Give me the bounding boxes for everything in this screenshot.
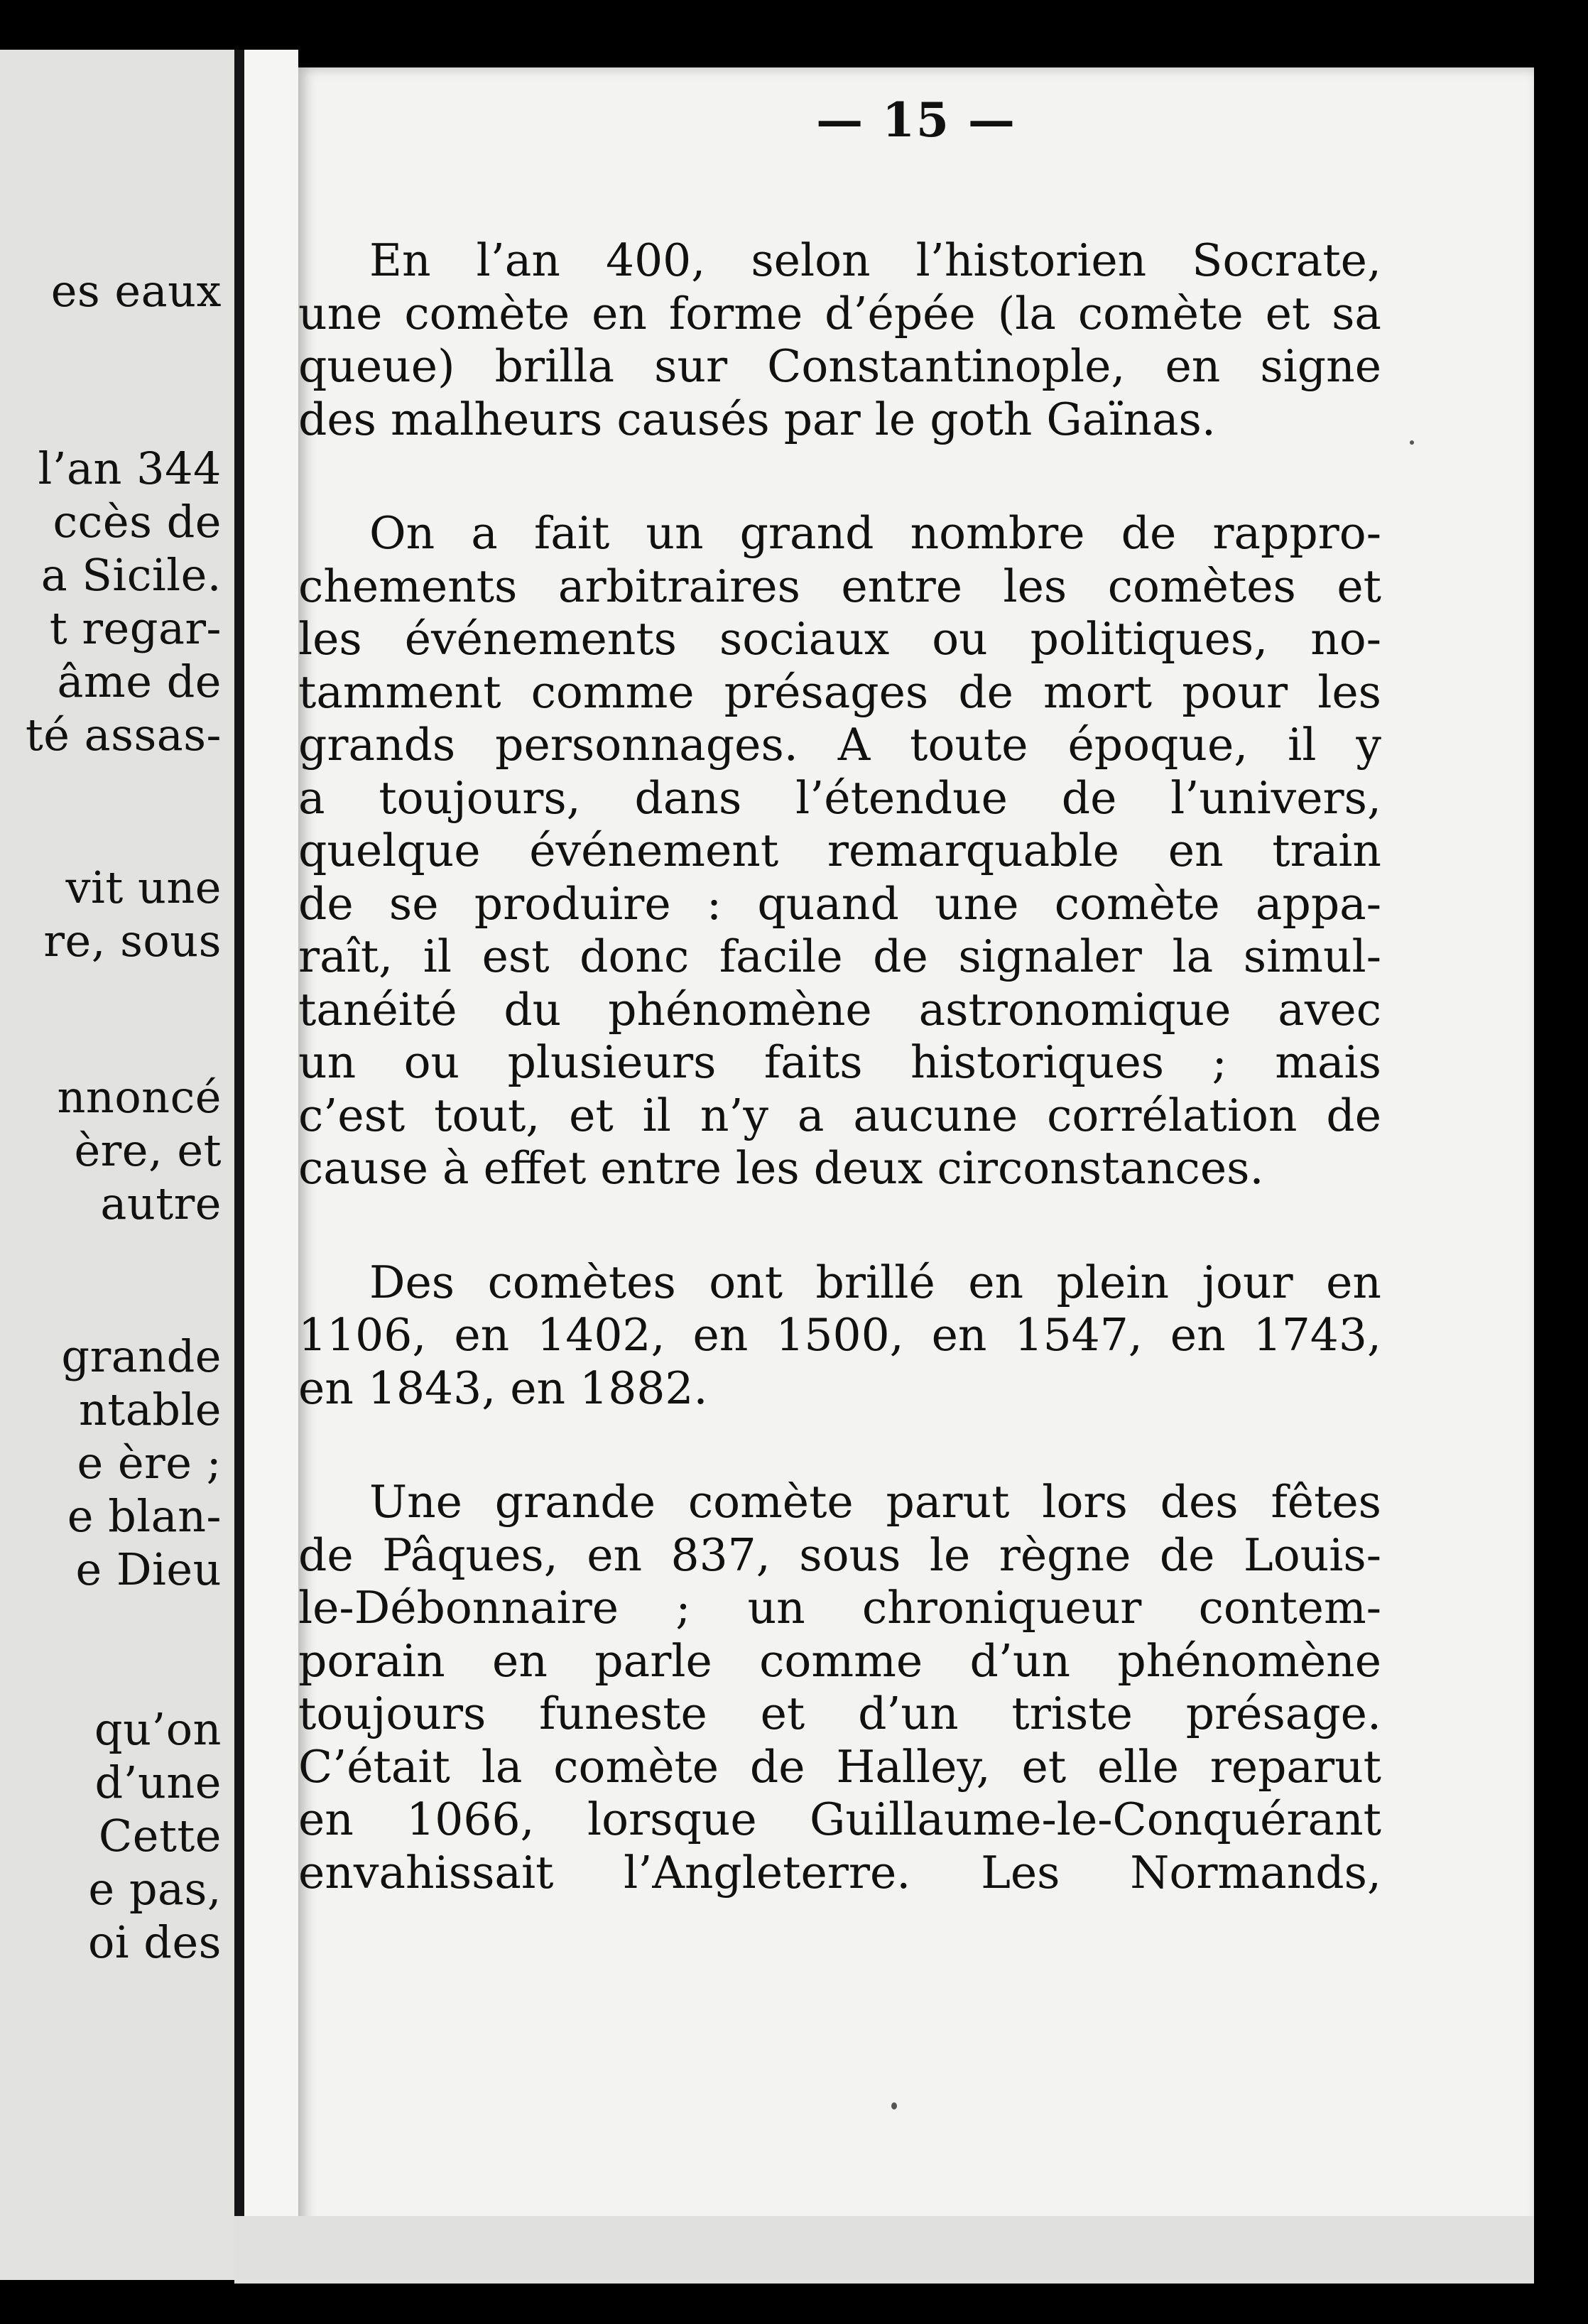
text-line: tamment comme présages de mort pour les xyxy=(298,666,1381,718)
left-fragment-line: ère, et xyxy=(74,1124,222,1176)
body-text xyxy=(298,234,1381,1899)
left-fragment-line: nnoncé xyxy=(57,1071,222,1123)
text-line: grands personnages. A toute époque, il y xyxy=(298,719,1381,771)
paragraph xyxy=(298,507,1381,1195)
left-fragment-line: autre xyxy=(100,1178,222,1229)
page-number: — 15 — xyxy=(816,92,1016,148)
left-fragment-line: vit une xyxy=(65,862,222,913)
page-bottom-edge xyxy=(234,2216,1534,2284)
left-fragment-line: a Sicile. xyxy=(40,549,222,601)
left-fragment-line: es eaux xyxy=(50,265,222,317)
text-line: En l’an 400, selon l’historien Socrate, xyxy=(369,234,1381,286)
left-fragment-line: té assas- xyxy=(25,709,222,761)
left-fragment-line: re, sous xyxy=(43,915,222,967)
text-line: envahissait l’Angleterre. Les Normands, xyxy=(298,1846,1381,1899)
paragraph xyxy=(298,234,1381,446)
text-line: 1106, en 1402, en 1500, en 1547, en 1743, xyxy=(298,1309,1381,1361)
left-fragment-line: e blan- xyxy=(67,1490,222,1542)
text-line: c’est tout, et il n’y a aucune corrélation de xyxy=(298,1089,1381,1141)
left-fragment-line: e pas, xyxy=(88,1863,222,1915)
text-line: une comète en forme d’épée (la comète et sa xyxy=(298,287,1381,340)
text-line: les événements sociaux ou politiques, no- xyxy=(298,613,1381,665)
left-fragment-line: e ère ; xyxy=(77,1437,222,1489)
text-line: porain en parle comme d’un phénomène xyxy=(298,1634,1381,1687)
left-fragment-line: e Dieu xyxy=(75,1543,222,1595)
text-line: tanéité du phénomène astronomique avec xyxy=(298,983,1381,1036)
dust-speck xyxy=(1410,440,1414,445)
text-line: C’était la comète de Halley, et elle reparut xyxy=(298,1740,1381,1793)
left-fragment-line: l’an 344 xyxy=(38,442,222,494)
text-line: Une grande comète parut lors des fêtes xyxy=(369,1476,1381,1528)
text-line: en 1066, lorsque Guillaume-le-Conquérant xyxy=(298,1793,1381,1845)
previous-page-fragment xyxy=(0,50,234,2280)
left-fragment-line: ntable xyxy=(78,1384,222,1435)
left-fragment-line: grande xyxy=(61,1330,222,1382)
paragraph xyxy=(298,1256,1381,1416)
text-line: Des comètes ont brillé en plein jour en xyxy=(369,1256,1381,1308)
text-line: a toujours, dans l’étendue de l’univers, xyxy=(298,771,1381,824)
text-line: en 1843, en 1882. xyxy=(298,1362,708,1414)
dust-speck xyxy=(891,2102,897,2109)
left-fragment-line: oi des xyxy=(87,1916,222,1968)
text-line: queue) brilla sur Constantinople, en signe xyxy=(298,340,1381,392)
text-line: de se produire : quand une comète appa- xyxy=(298,877,1381,930)
text-line: On a fait un grand nombre de rappro- xyxy=(369,507,1381,559)
left-fragment-line: ccès de xyxy=(53,496,222,548)
text-line: de Pâques, en 837, sous le règne de Louis- xyxy=(298,1528,1381,1581)
paragraph xyxy=(298,1476,1381,1899)
left-fragment-line: Cette xyxy=(98,1810,222,1862)
text-line: toujours funeste et d’un triste présage. xyxy=(298,1688,1381,1739)
text-line: cause à effet entre les deux circonstances. xyxy=(298,1142,1264,1194)
text-line: quelque événement remarquable en train xyxy=(298,825,1381,876)
text-line: raît, il est donc facile de signaler la simul- xyxy=(298,930,1381,982)
left-fragment-line: âme de xyxy=(57,656,222,707)
text-line: le-Débonnaire ; un chroniqueur contem- xyxy=(298,1582,1381,1634)
text-line: un ou plusieurs faits historiques ; mais xyxy=(298,1036,1381,1088)
left-fragment-line: qu’on xyxy=(94,1703,222,1755)
text-line: des malheurs causés par le goth Gaïnas. xyxy=(298,393,1216,445)
text-line: chements arbitraires entre les comètes et xyxy=(298,560,1381,612)
left-fragment-line: d’une xyxy=(94,1756,222,1808)
book-gutter xyxy=(234,50,298,2280)
left-fragment-line: t regar- xyxy=(49,602,222,654)
